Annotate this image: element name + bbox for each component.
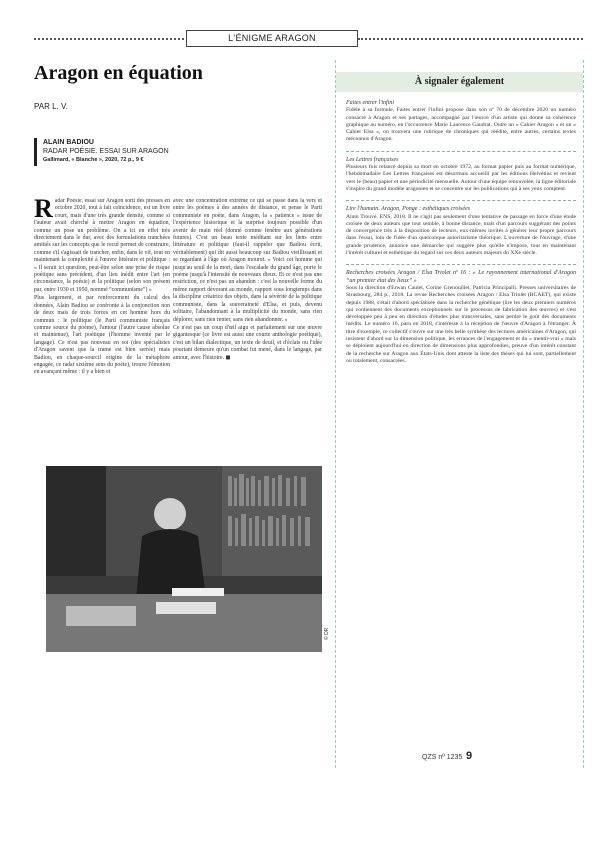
sidebar-item [346,206,576,257]
sidebar-item-heading: Les Lettres françaises [346,156,399,163]
sidebar-item-heading: Recherches croisées Aragon / Elsa Triolet nº 16 : « Le rayonnement international d'Aragon “un premier état des lieux” » [346,270,576,284]
book-title: RADAR POÉSIE. ESSAI SUR ARAGON [43,148,169,155]
sidebar-item-heading: Faites entrer l'infini [346,100,395,106]
article-photo [46,466,322,652]
sidebar-border-right [583,60,584,768]
sidebar-item-body: Fidèle à sa formule, Faites entrer l'infini propose dans son nº 70 de décembre 2020 un numéro consacré à Aragon et ses partages, accompagné par l'œuvre d'un artiste qui donne sa cohérence graphique au numéro, en l'occurrence Marie Laurence Gaudrat. Outre un « Cahier Aragon » et un « Cahier Elsa », on trouvera une rubrique de chroniques qui réédite, entre autres, certains textes méconnus d'Aragon. [346,107,576,143]
header-rule-left [34,38,184,40]
section-rubric: L'ÉNIGME ARAGON [186,30,358,47]
sidebar-border-left [335,60,336,768]
sidebar-item [346,100,576,144]
article-title: Aragon en équation [34,62,203,84]
issue-reference: QZS nº 1235 [422,754,463,761]
sidebar-item [346,270,576,365]
article-paragraph: Plus largement, et par renforcement du calcul des données, Alain Badiou se confronte à la conjonction non de deux mais de trois forces en cet homme hors du commun : le politique (le Parti communiste français comme source du poème), l'amour (l'autre cause absolue et maintenue), l'art poétique (l'homme inventé par le langage). Ce n'est pas nouveau en soi (des spécialistes d'Aragon savent que la trame est bien serrée) mais Badiou, en chaque-sourcil origine de la métaphore engagée, ce radar sixième sens du poète), trouve l'émotion en avançant même : il y a bien et [34,295,170,376]
header-rule-right [358,38,583,40]
article-paragraph: Radar Poésie, essai sur Aragon sorti des presses en octobre 2020, tout à fait coïncidence, est un livre court, mais d'une très grande densité, comme si l'auteur avait cherché à mettre Aragon en équation, comme un pose un problème. On a ici en effet très directement dans le dur, avec des formulations tranchées amitiés sur les concepts que le recul permet de construire, comme s'il s'agissait de trancher, enfin, dans le vif, tout en maintenant la complexité à l'œuvre littéraire et politique : « Il serait ici question, peut-être selon une prise de risque poétique sans précédent, d'un lieu inédit entre l'art (en circonstance, la poésie) et la politique (selon son présent par, entre 1930 et 1950, nommé “communisme”) » [34,198,170,293]
sidebar-item-body: Alain Trouvé. ENS, 2018. Il ne s'agit pas seulement d'une tentative de passage en force d'une étude croisée de deux auteurs que tout semble, à bonne distance, mais d'un parcours suggérant des points de convergence très à la disposition de lecteurs, eux-mêmes invités à générer leur propre parcours dans l'essai, loin de l'idée d'un quelconque autoritarisme théorique. L'ouverture de l'ouvrage, d'une grande prudence, annonce une démarche qui suggère plus qu'elle n'impose, tout en maintenant l'intérêt culturel et esthétique du regard sur ces deux auteurs majeurs du XXe siècle. [346,213,576,257]
sidebar-content [346,100,576,372]
article-column-2 [173,198,322,456]
drop-cap: R [34,198,53,223]
book-reference-bar [34,138,37,166]
book-author: ALAIN BADIOU [43,139,94,146]
photo-credit: © DR [324,627,330,640]
sidebar-item-body: Plusieurs fois relancé depuis sa mort en octobre 1972, au format papier puis au format numérique, l'hebdomadaire Les Lettres françaises est désormais accueilli par les éditions Helvétius et revient vers le (beau) papier et une périodicité mensuelle. Autour d'une équipe renouvelée, la ligne éditoriale s'inspire du grand modèle aragonien et se concentre sur les publications qui à ses yeux comptent. [346,164,576,192]
article-column-1 [34,198,170,456]
sidebar-heading: À signaler également [336,72,583,92]
sidebar-item-heading: Lire l'humain. Aragon, Ponge : esthétiques croisées [346,206,471,213]
article-paragraph: avec une concentration extrême ce qui se passe dans la vers et entre les poèmes à des années de distance, et pense le Parti communiste en poète, dans Aragon, la « patience » issue de l'expérience historique et la surprise toujours possible d'un avenir de main réel (donné comme fenêtre aux générations futures). C'est un beau texte méditant sur les liens entre littérature et politique (faut-il rappeler que Badiou écrit, véritablement) qui dit aussi beaucoup sur Badiou vieillissant et se regardant à l'âge où Aragon mourut. « Voici cet homme qui jusqu'au seuil de la mort, dans l'escalade du grand âge, porte le poème jusqu'à l'intensité de nouveaux dieux. Et ce n'est pas une restriction, ce n'est pas un abandon : c'est la nouvelle forme du même rapport dévorant au monde, rapport sous longtemps dans la discipline créatrice des objets, dans la sévérité de la politique communiste, dans la souveraineté d'Elsa, et puis, devenu solitaire, l'abandonnant à la multiplicité du monde, sans rien déplorer, sans rien renier, sans rien abandonner. » [173,198,322,323]
sidebar-separator [346,151,576,152]
article-paragraph: Ce n'est pas un coup d'œil aigu et parfaitement sur une œuvre gigantesque (ce livre est aussi une courte anthologie poétique), c'est un bilan dialectique, un texte de deuil, et d'éclats ou l'idée pourtant demeure qu'un combat fut mené, dans le langage, par amour, avec l'histoire. ◼ [173,324,322,361]
sidebar-item-body: Sous la direction d'Erwan Caulet, Corine Grenouillet, Patricia Principalli. Presses universitaires de Strasbourg, 284 p., 2018. La revue Recherches croisées Aragon / Elsa Triolet (RCAET), qui existe depuis 1988, s'était d'abord spécialisée dans la recherche génétique (lire les deux premiers numéros qui contiennent des documents exceptionnels sur le processus de fabrication des œuvres) et s'est développée peu à peu en direction d'études plus transversales, sans perdre le goût des documents inédits. Le numéro 16, paru en 2018, s'intéresse à la réception de l'œuvre d'Aragon à l'étranger. À titre d'exemple, ce collectif s'ouvre sur une très belle synthèse des lectures américaines d'Aragon, qui insistent d'abord sur la dimension politique, les errances de l'engagement et du « mentir-vrai » mais se déploient aujourd'hui en direction de dimensions plus approfondies, preuve d'un intérêt constant de la recherche sur Aragon aux États-Unis dont atteste la liste des thèses qui lui sont, partiellement ou totalement, consacrées. [346,284,576,364]
sidebar-item [346,157,576,193]
page-number: 9 [466,750,473,762]
sidebar-separator [346,264,576,265]
article-byline: PAR L. V. [34,102,68,111]
book-publisher: Gallimard, « Blanche », 2020, 72 p., 9 € [43,157,144,163]
photo-portrait-writer-at-desk [46,466,322,652]
sidebar-separator [346,200,576,201]
